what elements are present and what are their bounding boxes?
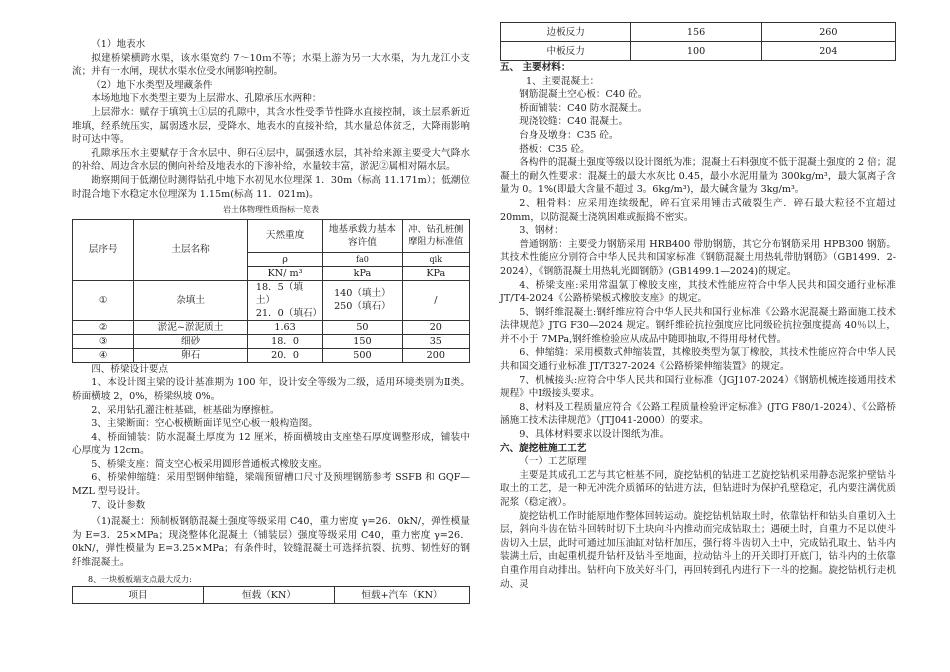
cell-bearing: 140（填土） 250（填石）: [323, 280, 402, 320]
cell-name: 细砂: [134, 334, 248, 348]
section-surface-water-title: （1）地表水: [91, 39, 146, 50]
header-density: 天然重度: [247, 219, 322, 252]
paragraph: 各构件的混凝土强度等级以设计图纸为准；混凝土石料强度不低于混凝土强度的 2 倍；混凝土的耐久性要求：混凝土的最大水灰比 0.45，最小水泥用量为 300kg/m³，最大氯离子含量为 0。1%(即最大含量不超过 3。6kg/m³)，最大碱含量为 3kg/m³。: [500, 157, 896, 196]
cell-density: 18．0: [247, 334, 322, 348]
paragraph: 上层滞水：赋存于填筑土①层的孔隙中，其含水性受季节性降水直接控制，该土层系新近堆填，经系统压实，属弱透水层，受降水、地表水的直接补给，其水量总体贫乏，大降雨影响时可达中等。: [72, 106, 470, 146]
cell-bearing: 150: [323, 334, 402, 348]
cell-density: 1.63: [247, 320, 322, 334]
header-layer-no: 层序号: [73, 219, 134, 280]
paragraph: 5、钢纤维混凝土:钢纤维应符合中华人民共和国行业标准《公路水泥混凝土路面施工技术法律规范》JTG F30—2024 规定。钢纤维砼抗拉强度应比同级砼抗拉强度提高 40％以上，并不小于 7MPa,钢纤维检验应从成品中随即抽取,不得用母材代替。: [500, 306, 896, 345]
list-item: 钢筋混凝土空心板：C40 砼。: [519, 89, 648, 101]
paragraph: 8、材料及工程质量应符合《公路工程质量检验评定标准》(JTG F80/1-2024）、《公路桥涵施工技术法律规范》（JTJ041-2000）的要求。: [500, 401, 896, 427]
list-item: 3、主梁断面：空心板横断面详见空心板一般构造图。: [91, 418, 318, 430]
paragraph: 本场地地下水类型主要为上层滞水、孔隙承压水两种：: [91, 93, 322, 105]
list-item: 4、桥面铺装：防水混凝土厚度为 12 厘米，桥面横坡由支座垫石厚度调整形成，铺装中心厚度为 12cm。: [72, 431, 470, 457]
paragraph: 孔隙承压水主要赋存于含水层中、卵石④层中，属强透水层，其补给来源主要受大气降水的补给、周边含水层的侧向补给及地表水的下渗补给，水量较丰富，淤泥②属相对隔水层。: [72, 147, 470, 173]
paragraph: 6、伸缩缝：采用模数式伸缩装置，其橡胶类型为氯丁橡胶，其技术性能应符合中华人民共和国交通行业标准 JT/T327-2024《公路桥梁伸缩装置》的规定。: [500, 347, 896, 373]
section-groundwater-title: （2）地下水类型及埋藏条件: [91, 79, 213, 91]
table-header-row: [73, 219, 470, 252]
symbol-bearing: fa0: [323, 252, 402, 266]
cell-friction: 200: [402, 348, 469, 362]
paragraph: 7、机械接头:应符合中华人民共和国行业标准（JGJ107-2024）《钢筋机械连接通用技术规程》中Ⅰ级接头要求。: [500, 374, 896, 400]
unit-density: KN/ m³: [247, 266, 322, 280]
cell-total-load: 260: [761, 23, 895, 42]
header-bearing: 地基承载力基本容许值: [323, 219, 402, 252]
cell-no: ②: [73, 320, 134, 334]
section-rotary-pile-title: 六、旋挖桩施工工艺: [500, 442, 587, 454]
table-header-row: [73, 587, 470, 604]
list-item: 1、本设计图主梁的设计基准期为 100 年，设计安全等级为二级，适用环境类别为Ⅱ类。桥面横坡 2，0%，桥梁纵坡 0%。: [72, 377, 470, 402]
support-reaction-table: [500, 22, 896, 61]
section-materials-title: 五、 主要材料：: [500, 62, 571, 73]
left-column: [72, 38, 470, 604]
cell-name: 淤泥~淤泥质土: [134, 320, 248, 334]
right-column: [500, 22, 896, 591]
cell-friction: 35: [402, 334, 469, 348]
soil-properties-table: [72, 219, 470, 363]
cell-friction: /: [402, 280, 469, 320]
symbol-friction: qik: [402, 252, 469, 266]
subsection-title: （一）工艺原理: [519, 456, 587, 468]
cell-name: 卵石: [134, 348, 248, 362]
list-item: 2、采用钻孔灌注桩基础，桩基础为摩擦桩。: [91, 404, 280, 416]
cell-item: 边板反力: [501, 23, 631, 42]
table-row: [73, 348, 470, 362]
header-dead-load: 恒载（KN）: [204, 587, 335, 604]
list-item: 搭板：C35 砼。: [519, 143, 590, 155]
list-item: 1、主要混凝土：: [526, 75, 600, 87]
list-item: 现浇铰缝：C40 混凝土。: [519, 116, 629, 128]
symbol-density: ρ: [247, 252, 322, 266]
table-row: [73, 334, 470, 348]
cell-total-load: 204: [761, 42, 895, 61]
cell-dead-load: 156: [631, 23, 761, 42]
cell-bearing: 500: [323, 348, 402, 362]
cell-no: ③: [73, 334, 134, 348]
list-item: 桥面铺装：C40 防水混凝土。: [519, 102, 648, 114]
cell-item: 中板反力: [501, 42, 631, 61]
paragraph: 4、桥梁支座:采用常温氯丁橡胶支座，其技术性能应符合中华人民共和国交通行业标准 JT/T4-2024《公路桥梁板式橡胶支座》的规定。: [500, 279, 896, 305]
header-dead-plus-vehicle: 恒载+汽车（KN）: [335, 587, 470, 604]
unit-bearing: kPa: [323, 266, 402, 280]
paragraph: 勘察期间于低潮位时测得钻孔中地下水初见水位埋深 1．30m（标高 11.171m）；低潮位时混合地下水稳定水位埋深为 1.15m(标高 11．021m)。: [72, 174, 470, 200]
table-row: [73, 280, 470, 320]
unit-friction: KPa: [402, 266, 469, 280]
table-row: [73, 320, 470, 334]
list-item: 6、桥梁伸缩缝：采用型钢伸缩缝，梁端预留槽口尺寸及预埋钢筋参考 SSFB 和 GQF—MZL 型号设计。: [72, 472, 470, 498]
table-row: [501, 42, 896, 61]
paragraph: 拟建桥梁横跨水渠，该水渠宽约 7～10ｍ不等；水渠上游为另一大水渠，为九龙江小支流；并有一水闸，现状水渠水位受水闸影响控制。: [72, 52, 470, 78]
cell-bearing: 50: [323, 320, 402, 334]
cell-density: 20．0: [247, 348, 322, 362]
soil-table-caption: 岩土体物理性质指标一览表: [223, 205, 319, 215]
paragraph: 2、粗骨料：应采用连续级配，碎石宜采用锤击式破裂生产．碎石最大粒径不宜超过 20mm，以防混凝土浇筑困难或振捣不密实。: [500, 197, 896, 223]
header-friction: 冲、钻孔桩侧摩阻力标准值: [402, 219, 469, 252]
list-item: 9、具体材料要求以设计图纸为准。: [519, 429, 670, 441]
cell-dead-load: 100: [631, 42, 761, 61]
header-item: 项目: [73, 587, 204, 604]
table-row: [501, 23, 896, 42]
paragraph: 普通钢筋：主要受力钢筋采用 HRB400 带肋钢筋，其它分布钢筋采用 HPB300 钢筋。其技术性能应分别符合中华人民共和国家标准《钢筋混凝土用热轧带肋钢筋》（GB1499．2-2024），《钢筋混凝土用热轧光圆钢筋》(GB1499.1—2024)的规定。: [500, 238, 896, 277]
cell-name: 杂填土: [134, 280, 248, 320]
list-item: 5、桥梁支座：简支空心板采用圆形普通板式橡胶支座。: [91, 458, 328, 470]
paragraph: 主要是其成孔工艺与其它桩基不同，旋挖钻机的钻进工艺旋挖钻机采用静态泥浆护壁钻斗取土的工艺，是一种无冲洗介质循环的钻进方法，但钻进时为保护孔壁稳定，孔内要注满优质泥浆（稳定液）。: [500, 469, 896, 508]
cell-friction: 20: [402, 320, 469, 334]
cell-no: ①: [73, 280, 134, 320]
cell-no: ④: [73, 348, 134, 362]
reaction-table-caption: 8、一块板板端支点最大反力:: [88, 574, 192, 584]
list-item: 7、设计参数: [91, 499, 146, 511]
support-reaction-table-header: [72, 586, 470, 604]
list-item: 台身及墩身：C35 砼。: [519, 129, 619, 141]
section-bridge-design-title: 四、桥梁设计要点: [91, 363, 168, 375]
paragraph: 旋挖钻机工作时能原地作整体回转运动。旋挖钻机钻取土时，依靠钻杆和钻头自重切入土层，斜向斗齿在钻斗回转时切下土块向斗内推动而完成钻取土；遇硬土时，自重力不足以使斗齿切入土层，此时可通过加压油缸对钻杆加压，强行将斗齿切入土中，完成钻孔取土、钻斗内装满土后，由起重机提升钻杆及钻斗至地面，拉动钻斗上的开关即打开底门，钻斗内的土依靠自重作用自动排出。钻杆向下放关好斗门，再回转到孔内进行下一斗的挖掘。旋挖钻机行走机动、灵: [500, 510, 896, 590]
cell-density: 18．5（填土） 21．0（填石）: [247, 280, 322, 320]
list-item: 3、钢材：: [519, 225, 564, 237]
header-layer-name: 土层名称: [134, 219, 248, 280]
paragraph: （1)混凝土：预制板钢筋混凝土强度等级采用 C40，重力密度 γ=26．0kN/，弹性模量为 E=3．25×MPa；现浇整体化混凝土（铺装层）强度等级采用 C40，重力密度 γ=26．0kN/，弹性模量为 E=3.25×MPa；有条件时，铰缝混凝土可选择抗裂、抗剪、韧性好的钢纤维混凝土。: [72, 516, 470, 569]
